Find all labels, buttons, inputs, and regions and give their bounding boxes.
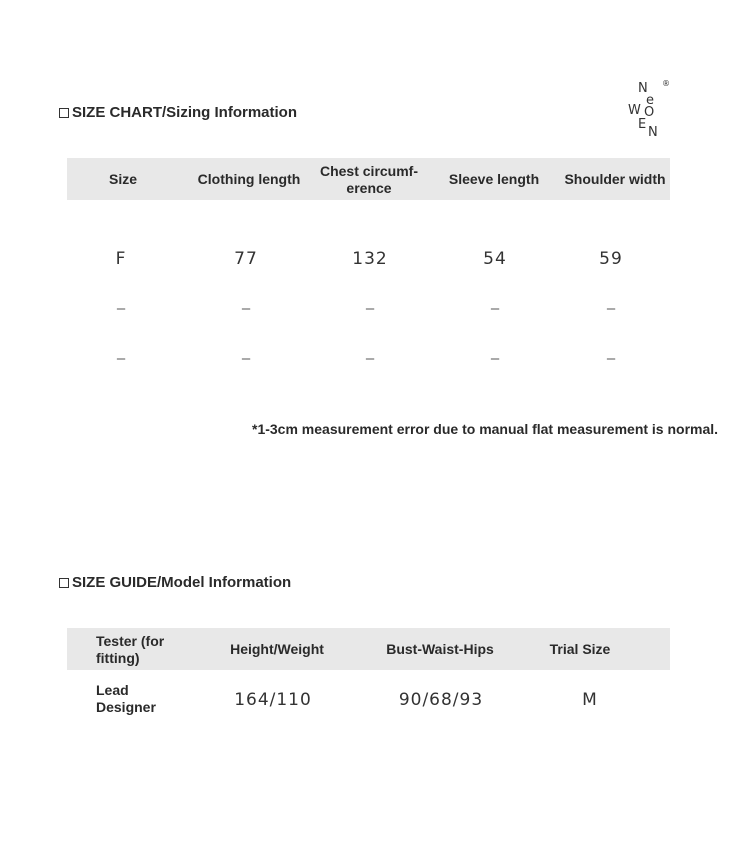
checkbox-icon: [59, 108, 69, 118]
logo-letter: N: [638, 81, 648, 96]
size-chart-title-text: SIZE CHART/Sizing Information: [72, 104, 297, 121]
size-chart-cell: 59: [599, 249, 623, 269]
size-chart-cell: –: [606, 350, 616, 367]
logo-letter: N: [648, 125, 658, 140]
size-chart-cell: 132: [352, 249, 388, 269]
logo-mark: ®: [662, 79, 670, 88]
size-chart-header-cell: Size: [108, 171, 138, 187]
logo-letter: E: [638, 117, 647, 132]
size-guide-header-cell: Bust-Waist-Hips: [386, 641, 494, 657]
checkbox-icon: [59, 578, 69, 588]
size-chart-cell: 77: [234, 249, 258, 269]
logo-letter: e: [646, 93, 654, 108]
size-chart-cell: –: [241, 300, 251, 317]
size-chart-cell: 54: [483, 249, 507, 269]
size-guide-title-text: SIZE GUIDE/Model Information: [72, 574, 292, 591]
size-chart-cell: –: [241, 350, 251, 367]
size-guide-title: [59, 574, 291, 591]
size-chart-cell: –: [365, 350, 375, 367]
size-chart-cell: –: [365, 300, 375, 317]
size-chart-header-cell: Chest circumf- erence: [319, 163, 419, 196]
logo-letter: W: [628, 103, 641, 118]
size-chart-header-cell: Clothing length: [197, 171, 301, 187]
measurement-note: *1-3cm measurement error due to manual flat measurement is normal.: [252, 421, 719, 437]
logo-letter: O: [644, 105, 655, 120]
size-guide-cell: Lead Designer: [96, 682, 156, 715]
size-chart-cell: F: [115, 249, 127, 269]
size-chart-cell: –: [116, 350, 126, 367]
size-chart-cell: –: [606, 300, 616, 317]
size-chart-header-cell: Shoulder width: [564, 171, 666, 187]
size-chart-cell: –: [490, 300, 500, 317]
size-chart-cell: –: [116, 300, 126, 317]
size-guide-header-cell: Tester (for fitting): [96, 633, 165, 666]
size-chart-title: [59, 104, 297, 121]
size-guide-cell: 164/110: [234, 690, 312, 710]
size-guide-cell: M: [582, 690, 598, 710]
size-chart-header-cell: Sleeve length: [448, 171, 540, 187]
brand-logo: [624, 80, 670, 144]
size-guide-header-cell: Height/Weight: [230, 641, 324, 657]
size-guide-header-cell: Trial Size: [549, 641, 611, 657]
size-guide-cell: 90/68/93: [398, 690, 484, 710]
size-chart-cell: –: [490, 350, 500, 367]
